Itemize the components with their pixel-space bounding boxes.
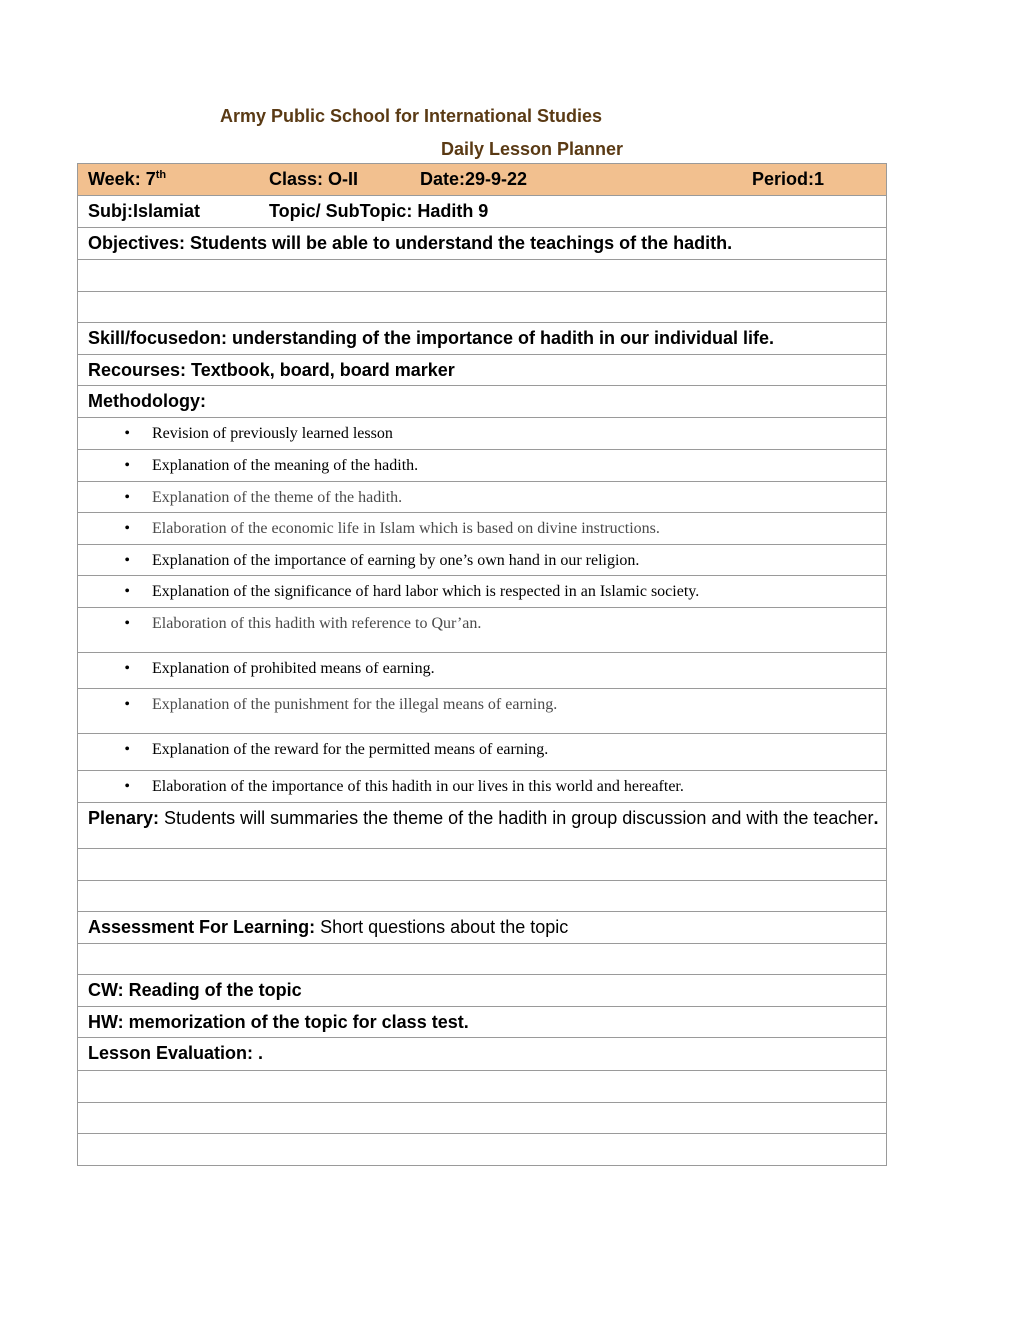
cw-row (78, 975, 887, 1007)
bullet-icon: • (124, 660, 130, 677)
blank-row (78, 1071, 887, 1103)
bullet-icon: • (124, 741, 130, 758)
list-item: • Elaboration of the importance of this hadith in our lives in this world and hereafter. (78, 771, 887, 803)
evaluation-row (78, 1038, 887, 1071)
list-item: • Elaboration of the economic life in Islam which is based on divine instructions. (78, 513, 887, 545)
bullet-icon: • (124, 457, 130, 474)
assessment: Assessment For Learning: Short questions about the topic (78, 912, 887, 944)
resources-row (78, 355, 887, 386)
bullet-icon: • (124, 615, 130, 632)
topic-cell: Topic/ SubTopic: Hadith 9 (269, 201, 489, 221)
list-item: • Elaboration of this hadith with reference to Qur’an. (78, 608, 887, 653)
list-item: • Explanation of the importance of earning by one’s own hand in our religion. (78, 545, 887, 576)
plenary: Plenary: Students will summaries the theme of the hadith in group discussion and with the teacher. (78, 803, 887, 849)
assessment-row (78, 912, 887, 944)
objectives: Objectives: Students will be able to understand the teachings of the hadith. (78, 228, 887, 260)
bullet-icon: • (124, 778, 130, 795)
objectives-row (78, 228, 887, 260)
list-item: • Explanation of the punishment for the illegal means of earning. (78, 689, 887, 734)
skill-focused: Skill/focusedon: understanding of the importance of hadith in our individual life. (78, 323, 887, 355)
skill-row (78, 323, 887, 355)
list-item: • Explanation of the meaning of the hadith. (78, 450, 887, 482)
week-cell: Week: 7th (88, 169, 167, 189)
bullet-icon: • (124, 696, 130, 713)
bullet-icon: • (124, 583, 130, 600)
blank-row (78, 1103, 887, 1134)
subject-row (78, 196, 887, 228)
resources: Recourses: Textbook, board, board marker (78, 355, 887, 386)
list-item: • Explanation of the significance of hard labor which is respected in an Islamic society. (78, 576, 887, 608)
home-work: HW: memorization of the topic for class test. (78, 1007, 887, 1038)
date-cell: Date:29-9-22 (420, 169, 528, 189)
list-item: • Explanation of the theme of the hadith. (78, 482, 887, 513)
header-row (78, 164, 887, 196)
planner-title: Daily Lesson Planner (441, 139, 624, 159)
list-item: • Revision of previously learned lesson (78, 418, 887, 450)
plenary-row (78, 803, 887, 849)
bullet-icon: • (124, 520, 130, 537)
class-cell: Class: O-II (269, 169, 359, 189)
blank-row (78, 944, 887, 975)
hw-row (78, 1007, 887, 1038)
bullet-icon: • (124, 425, 130, 442)
blank-row (78, 260, 887, 292)
subject-cell: Subj:Islamiat (88, 201, 201, 221)
lesson-plan-table (77, 163, 887, 1166)
period-cell: Period:1 (752, 169, 825, 189)
blank-row (78, 849, 887, 881)
lesson-evaluation: Lesson Evaluation: . (78, 1038, 887, 1071)
class-work: CW: Reading of the topic (78, 975, 887, 1007)
bullet-icon: • (124, 552, 130, 569)
school-name: Army Public School for International Studies (220, 106, 603, 126)
methodology-label-row (78, 386, 887, 418)
methodology-label: Methodology: (78, 386, 887, 418)
list-item: • Explanation of prohibited means of earning. (78, 653, 887, 689)
blank-row (78, 292, 887, 323)
blank-row (78, 881, 887, 912)
bullet-icon: • (124, 489, 130, 506)
blank-row (78, 1134, 887, 1166)
list-item: • Explanation of the reward for the permitted means of earning. (78, 734, 887, 771)
